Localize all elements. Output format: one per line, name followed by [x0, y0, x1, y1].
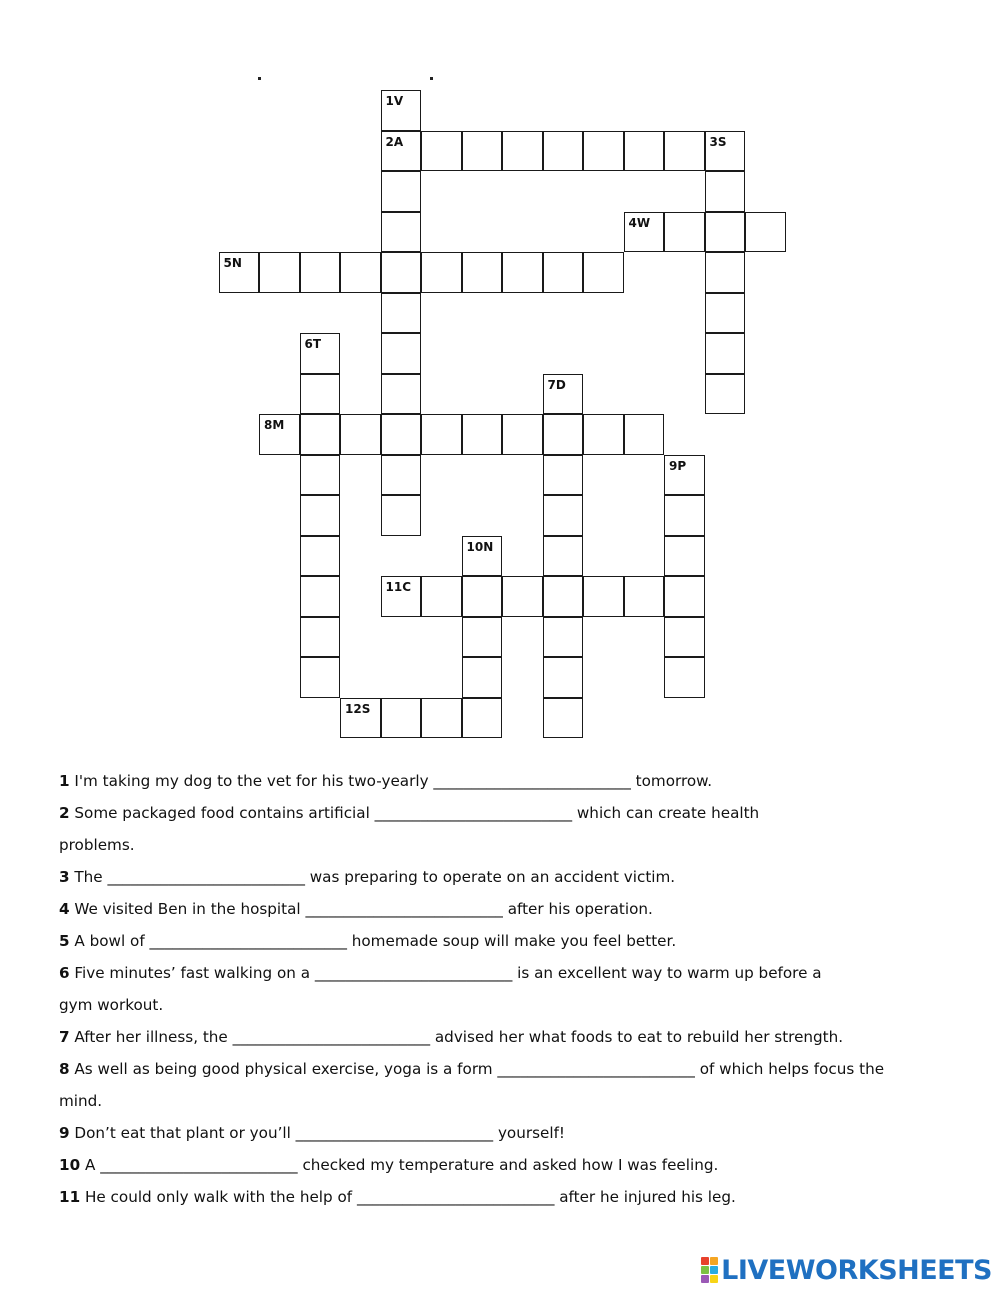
crossword-letter-input[interactable] — [301, 577, 340, 616]
logo-square — [701, 1275, 709, 1283]
crossword-cell[interactable] — [543, 414, 584, 455]
crossword-letter-input[interactable] — [544, 658, 583, 697]
crossword-cell[interactable] — [664, 576, 705, 617]
crossword-cell[interactable] — [624, 212, 665, 253]
clue-item — [59, 1021, 959, 1053]
answer-blank[interactable]: __________________________ — [374, 804, 573, 822]
clue-number-label: 11C — [385, 580, 412, 594]
crossword-letter-input[interactable] — [503, 577, 542, 616]
logo-square — [701, 1266, 709, 1274]
clue-item — [59, 861, 959, 893]
clue-text: was preparing to operate on an accident victim. — [309, 868, 676, 886]
clue-continuation: problems. — [59, 836, 135, 854]
crossword-cell[interactable] — [462, 617, 503, 658]
crossword-letter-input[interactable] — [544, 253, 583, 292]
crossword-cell[interactable] — [664, 495, 705, 536]
clue-number-label: 8M — [264, 418, 285, 432]
crossword-cell[interactable] — [462, 576, 503, 617]
crossword-cell[interactable] — [300, 536, 341, 577]
clue-item — [59, 925, 959, 957]
crossword-letter-input[interactable] — [665, 213, 704, 252]
crossword-letter-input[interactable] — [463, 415, 502, 454]
answer-blank[interactable]: __________________________ — [314, 964, 513, 982]
crossword-cell[interactable] — [502, 131, 543, 172]
crossword-cell[interactable] — [259, 414, 300, 455]
clue-number: 9 — [59, 1124, 70, 1142]
clue-text: He could only walk with the help of — [84, 1188, 353, 1206]
crossword-letter-input[interactable] — [584, 132, 623, 171]
crossword-letter-input[interactable] — [382, 456, 421, 495]
crossword-cell[interactable] — [543, 455, 584, 496]
clue-item — [59, 1181, 959, 1213]
crossword-cell[interactable] — [381, 252, 422, 293]
crossword-letter-input[interactable] — [301, 415, 340, 454]
clue-item — [59, 1053, 959, 1117]
crossword-letter-input[interactable] — [544, 577, 583, 616]
crossword-cell[interactable] — [543, 131, 584, 172]
crossword-cell[interactable] — [624, 414, 665, 455]
crossword-letter-input[interactable] — [341, 253, 380, 292]
logo-text: LIVEWORKSHEETS — [721, 1254, 992, 1286]
clue-item — [59, 1117, 959, 1149]
crossword-letter-input[interactable] — [665, 537, 704, 576]
clue-text: which can create health — [576, 804, 760, 822]
crossword-letter-input[interactable] — [584, 415, 623, 454]
crossword-cell[interactable] — [583, 252, 624, 293]
crossword-letter-input[interactable] — [706, 294, 745, 333]
crossword-letter-input[interactable] — [301, 375, 340, 414]
clue-continuation: mind. — [59, 1092, 103, 1110]
crossword-letter-input[interactable] — [382, 253, 421, 292]
crossword-cell[interactable] — [381, 293, 422, 334]
crossword-cell[interactable] — [259, 252, 300, 293]
crossword-cell[interactable] — [381, 90, 422, 131]
crossword-letter-input[interactable] — [665, 496, 704, 535]
crossword-cell[interactable] — [300, 414, 341, 455]
answer-blank[interactable]: __________________________ — [497, 1060, 695, 1078]
crossword-letter-input[interactable] — [463, 577, 502, 616]
clue-number-label: 5N — [223, 256, 242, 270]
crossword-cell[interactable] — [705, 293, 746, 334]
clue-text: We visited Ben in the hospital — [74, 900, 301, 918]
clue-text: A bowl of — [74, 932, 145, 950]
crossword-cell[interactable] — [664, 657, 705, 698]
crossword-cell[interactable] — [381, 333, 422, 374]
crossword-letter-input[interactable] — [301, 537, 340, 576]
crossword-letter-input[interactable] — [665, 132, 704, 171]
crossword-letter-input[interactable] — [341, 415, 380, 454]
crossword-cell[interactable] — [462, 698, 503, 739]
clue-list — [59, 765, 959, 1213]
crossword-cell[interactable] — [502, 414, 543, 455]
crossword-cell[interactable] — [300, 657, 341, 698]
clue-item — [59, 765, 959, 797]
crossword-letter-input[interactable] — [706, 375, 745, 414]
crossword-letter-input[interactable] — [422, 132, 461, 171]
crossword-cell[interactable] — [381, 576, 422, 617]
crossword-letter-input[interactable] — [463, 699, 502, 738]
clue-text: Don’t eat that plant or you’ll — [74, 1124, 291, 1142]
clue-number-label: 2A — [385, 134, 404, 149]
crossword-cell[interactable] — [543, 252, 584, 293]
crossword-cell[interactable] — [300, 617, 341, 658]
clue-number: 1 — [59, 772, 70, 790]
crossword-cell[interactable] — [502, 252, 543, 293]
crossword-letter-input[interactable] — [382, 699, 421, 738]
crossword-letter-input[interactable] — [544, 537, 583, 576]
crossword-cell[interactable] — [381, 212, 422, 253]
crossword-letter-input[interactable] — [544, 415, 583, 454]
answer-blank[interactable]: __________________________ — [149, 932, 347, 950]
crossword-letter-input[interactable] — [706, 334, 745, 373]
clue-continuation: gym workout. — [59, 996, 164, 1014]
crossword-letter-input[interactable] — [382, 375, 421, 414]
clue-number: 10 — [59, 1156, 81, 1174]
clue-number: 6 — [59, 964, 70, 982]
clue-number-label: 10N — [466, 539, 494, 554]
crossword-letter-input[interactable] — [706, 172, 745, 211]
answer-blank[interactable]: __________________________ — [305, 900, 503, 918]
clue-number-label: 9P — [669, 458, 687, 473]
crossword-cell[interactable] — [300, 252, 341, 293]
crossword-cell[interactable] — [705, 374, 746, 415]
crossword-letter-input[interactable] — [544, 618, 583, 657]
crossword-letter-input[interactable] — [463, 658, 502, 697]
crossword-letter-input[interactable] — [706, 213, 745, 252]
clue-number-label: 12S — [345, 701, 371, 716]
clue-text: The — [74, 868, 103, 886]
crossword-letter-input[interactable] — [260, 253, 299, 292]
crossword-letter-input[interactable] — [382, 172, 421, 211]
crossword-cell[interactable] — [462, 536, 503, 577]
crossword-cell[interactable] — [583, 131, 624, 172]
clue-number-label: 3S — [709, 134, 727, 149]
logo-square — [710, 1275, 718, 1283]
crossword-cell[interactable] — [300, 495, 341, 536]
clue-number: 11 — [59, 1188, 81, 1206]
answer-blank[interactable]: __________________________ — [100, 1156, 298, 1174]
crossword-letter-input[interactable] — [625, 415, 664, 454]
crossword-cell[interactable] — [462, 252, 503, 293]
clue-item — [59, 957, 959, 1021]
clue-text: As well as being good physical exercise, yoga is a form — [74, 1060, 493, 1078]
crossword-cell[interactable] — [664, 455, 705, 496]
clue-number-label: 4W — [628, 215, 651, 230]
crossword-cell[interactable] — [300, 576, 341, 617]
crossword-letter-input[interactable] — [706, 253, 745, 292]
crossword-letter-input[interactable] — [503, 253, 542, 292]
crossword-cell[interactable] — [583, 414, 624, 455]
crossword-letter-input[interactable] — [301, 496, 340, 535]
crossword-cell[interactable] — [300, 374, 341, 415]
crossword-letter-input[interactable] — [503, 132, 542, 171]
answer-blank[interactable]: __________________________ — [232, 1028, 431, 1046]
crossword-letter-input[interactable] — [463, 253, 502, 292]
crossword-cell[interactable] — [381, 171, 422, 212]
clue-text: tomorrow. — [635, 772, 713, 790]
crossword-cell[interactable] — [300, 333, 341, 374]
crossword-cell[interactable] — [543, 374, 584, 415]
crossword-letter-input[interactable] — [301, 658, 340, 697]
crossword-letter-input[interactable] — [422, 415, 461, 454]
crossword-cell[interactable] — [705, 252, 746, 293]
crossword-cell[interactable] — [664, 131, 705, 172]
crossword-cell[interactable] — [421, 131, 462, 172]
crossword-cell[interactable] — [745, 212, 786, 253]
crossword-cell[interactable] — [624, 131, 665, 172]
crossword-cell[interactable] — [462, 131, 503, 172]
crossword-letter-input[interactable] — [382, 213, 421, 252]
clue-item — [59, 1149, 959, 1181]
clue-text: checked my temperature and asked how I was feeling. — [302, 1156, 719, 1174]
crossword-letter-input[interactable] — [665, 577, 704, 616]
crossword-letter-input[interactable] — [463, 618, 502, 657]
crossword-cell[interactable] — [340, 698, 381, 739]
logo-square — [710, 1257, 718, 1265]
clue-text: after his operation. — [507, 900, 653, 918]
clue-number-label: 7D — [547, 377, 566, 392]
crossword-cell[interactable] — [462, 657, 503, 698]
crossword-letter-input[interactable] — [544, 699, 583, 738]
crossword-cell[interactable] — [219, 252, 260, 293]
crossword-letter-input[interactable] — [301, 618, 340, 657]
clue-text: I'm taking my dog to the vet for his two-yearly — [74, 772, 429, 790]
clue-text: Some packaged food contains artificial — [74, 804, 370, 822]
clue-text: After her illness, the — [74, 1028, 228, 1046]
crossword-letter-input[interactable] — [463, 132, 502, 171]
crossword-letter-input[interactable] — [301, 456, 340, 495]
clue-item — [59, 893, 959, 925]
crossword-cell[interactable] — [381, 414, 422, 455]
crossword-cell[interactable] — [705, 171, 746, 212]
crossword-cell[interactable] — [664, 617, 705, 658]
crossword-letter-input[interactable] — [625, 577, 664, 616]
crossword-cell[interactable] — [421, 698, 462, 739]
crossword-letter-input[interactable] — [584, 577, 623, 616]
crossword-cell[interactable] — [543, 495, 584, 536]
crossword-cell[interactable] — [543, 698, 584, 739]
clue-text: homemade soup will make you feel better. — [351, 932, 677, 950]
crossword-cell[interactable] — [543, 657, 584, 698]
crossword-letter-input[interactable] — [544, 132, 583, 171]
clue-text: A — [84, 1156, 96, 1174]
clue-number: 8 — [59, 1060, 70, 1078]
answer-blank[interactable]: __________________________ — [295, 1124, 494, 1142]
clue-text: advised her what foods to eat to rebuild her strength. — [434, 1028, 844, 1046]
crossword-cell[interactable] — [583, 576, 624, 617]
clue-number: 2 — [59, 804, 70, 822]
crossword-letter-input[interactable] — [746, 213, 785, 252]
crossword-cell[interactable] — [502, 576, 543, 617]
crossword-letter-input[interactable] — [382, 415, 421, 454]
crossword-cell[interactable] — [381, 698, 422, 739]
crossword-cell[interactable] — [421, 414, 462, 455]
crossword-cell[interactable] — [543, 576, 584, 617]
crossword-cell[interactable] — [543, 617, 584, 658]
liveworksheets-logo-icon — [701, 1257, 718, 1283]
crossword-cell[interactable] — [624, 576, 665, 617]
crossword-cell[interactable] — [421, 252, 462, 293]
answer-blank[interactable]: __________________________ — [356, 1188, 555, 1206]
crossword-cell[interactable] — [664, 536, 705, 577]
crossword-cell[interactable] — [381, 131, 422, 172]
crossword-cell[interactable] — [543, 536, 584, 577]
clue-text: of which helps focus the — [699, 1060, 885, 1078]
crossword-letter-input[interactable] — [422, 253, 461, 292]
crossword-cell[interactable] — [381, 495, 422, 536]
crossword-letter-input[interactable] — [544, 496, 583, 535]
crossword-cell[interactable] — [462, 414, 503, 455]
clue-text: after he injured his leg. — [559, 1188, 736, 1206]
crossword-letter-input[interactable] — [503, 415, 542, 454]
clue-number: 4 — [59, 900, 70, 918]
clue-number: 5 — [59, 932, 70, 950]
clue-number: 3 — [59, 868, 70, 886]
crossword-cell[interactable] — [381, 455, 422, 496]
crossword-cell[interactable] — [381, 374, 422, 415]
crossword-letter-input[interactable] — [625, 132, 664, 171]
crossword-letter-input[interactable] — [301, 253, 340, 292]
crossword-letter-input[interactable] — [584, 253, 623, 292]
liveworksheets-logo — [701, 1256, 992, 1284]
clue-text: yourself! — [497, 1124, 565, 1142]
clue-text: Five minutes’ fast walking on a — [74, 964, 311, 982]
clue-item — [59, 797, 959, 861]
crossword-letter-input[interactable] — [382, 334, 421, 373]
crossword-cell[interactable] — [664, 212, 705, 253]
clue-number-label: 1V — [385, 94, 404, 108]
logo-square — [710, 1266, 718, 1274]
crossword-letter-input[interactable] — [422, 577, 461, 616]
crossword-cell[interactable] — [300, 455, 341, 496]
crossword-cell[interactable] — [340, 252, 381, 293]
crossword-letter-input[interactable] — [382, 294, 421, 333]
crossword-cell[interactable] — [705, 212, 746, 253]
answer-blank[interactable]: __________________________ — [433, 772, 631, 790]
crossword-cell[interactable] — [705, 333, 746, 374]
crossword-cell[interactable] — [340, 414, 381, 455]
crossword-cell[interactable] — [705, 131, 746, 172]
clue-number: 7 — [59, 1028, 70, 1046]
clue-text: is an excellent way to warm up before a — [517, 964, 822, 982]
crossword-letter-input[interactable] — [665, 658, 704, 697]
logo-square — [701, 1257, 709, 1265]
clue-number-label: 6T — [304, 337, 322, 351]
crossword-cell[interactable] — [421, 576, 462, 617]
answer-blank[interactable]: __________________________ — [107, 868, 305, 886]
crossword-letter-input[interactable] — [544, 456, 583, 495]
crossword-letter-input[interactable] — [382, 496, 421, 535]
crossword-letter-input[interactable] — [422, 699, 461, 738]
crossword-letter-input[interactable] — [665, 618, 704, 657]
